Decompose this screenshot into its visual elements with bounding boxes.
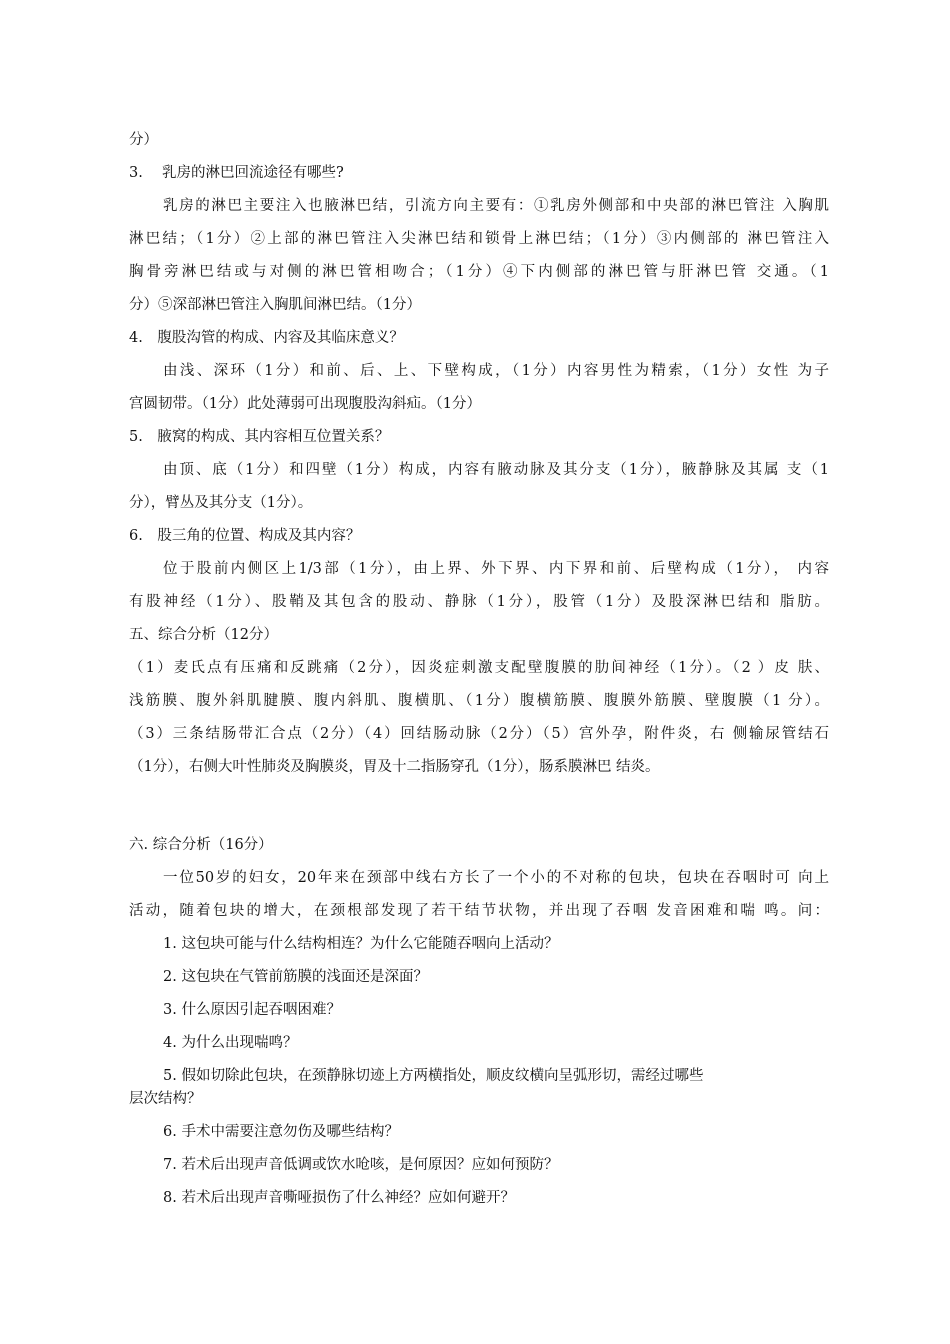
section-5-line-3: （3）三条结肠带汇合点（2分）（4）回结肠动脉（2分）（5）宫外孕，附件炎，右 侧输尿管结石 [129,726,829,742]
answer-6-line-1: 位于股前内侧区上1/3部（1分），由上界、外下界、内下界和前、后壁构成（1分）， 内容 [163,561,829,577]
section-6-case-line-1: 一位50岁的妇女，20年来在颈部中线右方长了一个小的不对称的包块，包块在吞咽时可 向上 [163,870,829,886]
answer-3-line-3: 胸骨旁淋巴结或与对侧的淋巴管相吻合；（1分）④下内侧部的淋巴管与肝淋巴管 交通。（1 [129,264,829,280]
question-6-heading: 6. 股三角的位置、构成及其内容？ [129,528,361,544]
answer-4-line-2: 宫圆韧带。（1分）此处薄弱可出现腹股沟斜疝。（1分） [129,396,481,412]
question-3-heading: 3. 乳房的淋巴回流途径有哪些? [129,165,344,181]
case-question-6: 6. 手术中需要注意勿伤及哪些结构？ [163,1124,399,1140]
section-6-heading: 六. 综合分析（16分） [129,837,273,853]
case-question-4: 4. 为什么出现喘鸣？ [163,1035,298,1051]
case-question-2: 2. 这包块在气管前筋膜的浅面还是深面？ [163,969,428,985]
section-5-line-1: （1）麦氏点有压痛和反跳痛（2分），因炎症刺激支配壁腹膜的肋间神经（1分）。（2 ）皮 肤、 [129,660,829,676]
section-5-heading: 五、综合分析（12分） [129,627,278,643]
question-5-heading: 5. 腋窝的构成、其内容相互位置关系？ [129,429,390,445]
answer-4-line-1: 由浅、深环（1分）和前、后、上、下壁构成，（1分）内容男性为精索，（1分）女性 为子 [163,363,829,379]
answer-5-line-2: 分），臂丛及其分支（1分）。 [129,495,313,511]
section-5-line-2: 浅筋膜、腹外斜肌腱膜、腹内斜肌、腹横肌、（1分）腹横筋膜、腹膜外筋膜、壁腹膜（1 分）。 [129,693,829,709]
answer-3-line-4: 分）⑤深部淋巴管注入胸肌间淋巴结。（1分） [129,297,421,313]
case-question-7: 7. 若术后出现声音低调或饮水呛咳，是何原因？应如何预防？ [163,1157,559,1173]
case-question-5: 5. 假如切除此包块，在颈静脉切迹上方两横指处，顺皮纹横向呈弧形切，需经过哪些 [163,1068,704,1084]
case-question-8: 8. 若术后出现声音嘶哑损伤了什么神经？应如何避开？ [163,1190,515,1206]
section-5-line-4: （1分），右侧大叶性肺炎及胸膜炎，胃及十二指肠穿孔（1分），肠系膜淋巴 结炎。 [129,759,660,775]
answer-6-line-2: 有股神经（1分）、股鞘及其包含的股动、静脉（1分），股管（1分）及股深淋巴结和 脂肪。 [129,594,829,610]
case-question-3: 3. 什么原因引起吞咽困难？ [163,1002,341,1018]
text-line: 分） [129,132,158,148]
case-question-5-continued: 层次结构？ [129,1091,202,1107]
answer-5-line-1: 由顶、底（1分）和四壁（1分）构成，内容有腋动脉及其分支（1分），腋静脉及其属 支（1 [163,462,829,478]
answer-3-line-1: 乳房的淋巴主要注入也腋淋巴结，引流方向主要有：①乳房外侧部和中央部的淋巴管注 入胸肌 [163,198,829,214]
section-6-case-line-2: 活动，随着包块的增大，在颈根部发现了若干结节状物，并出现了吞咽 发音困难和喘 鸣。问： [129,903,829,919]
case-question-1: 1. 这包块可能与什么结构相连？为什么它能随吞咽向上活动？ [163,936,559,952]
question-4-heading: 4. 腹股沟管的构成、内容及其临床意义？ [129,330,404,346]
answer-3-line-2: 淋巴结；（1分）②上部的淋巴管注入尖淋巴结和锁骨上淋巴结；（1分）③内侧部的 淋巴管注入 [129,231,829,247]
